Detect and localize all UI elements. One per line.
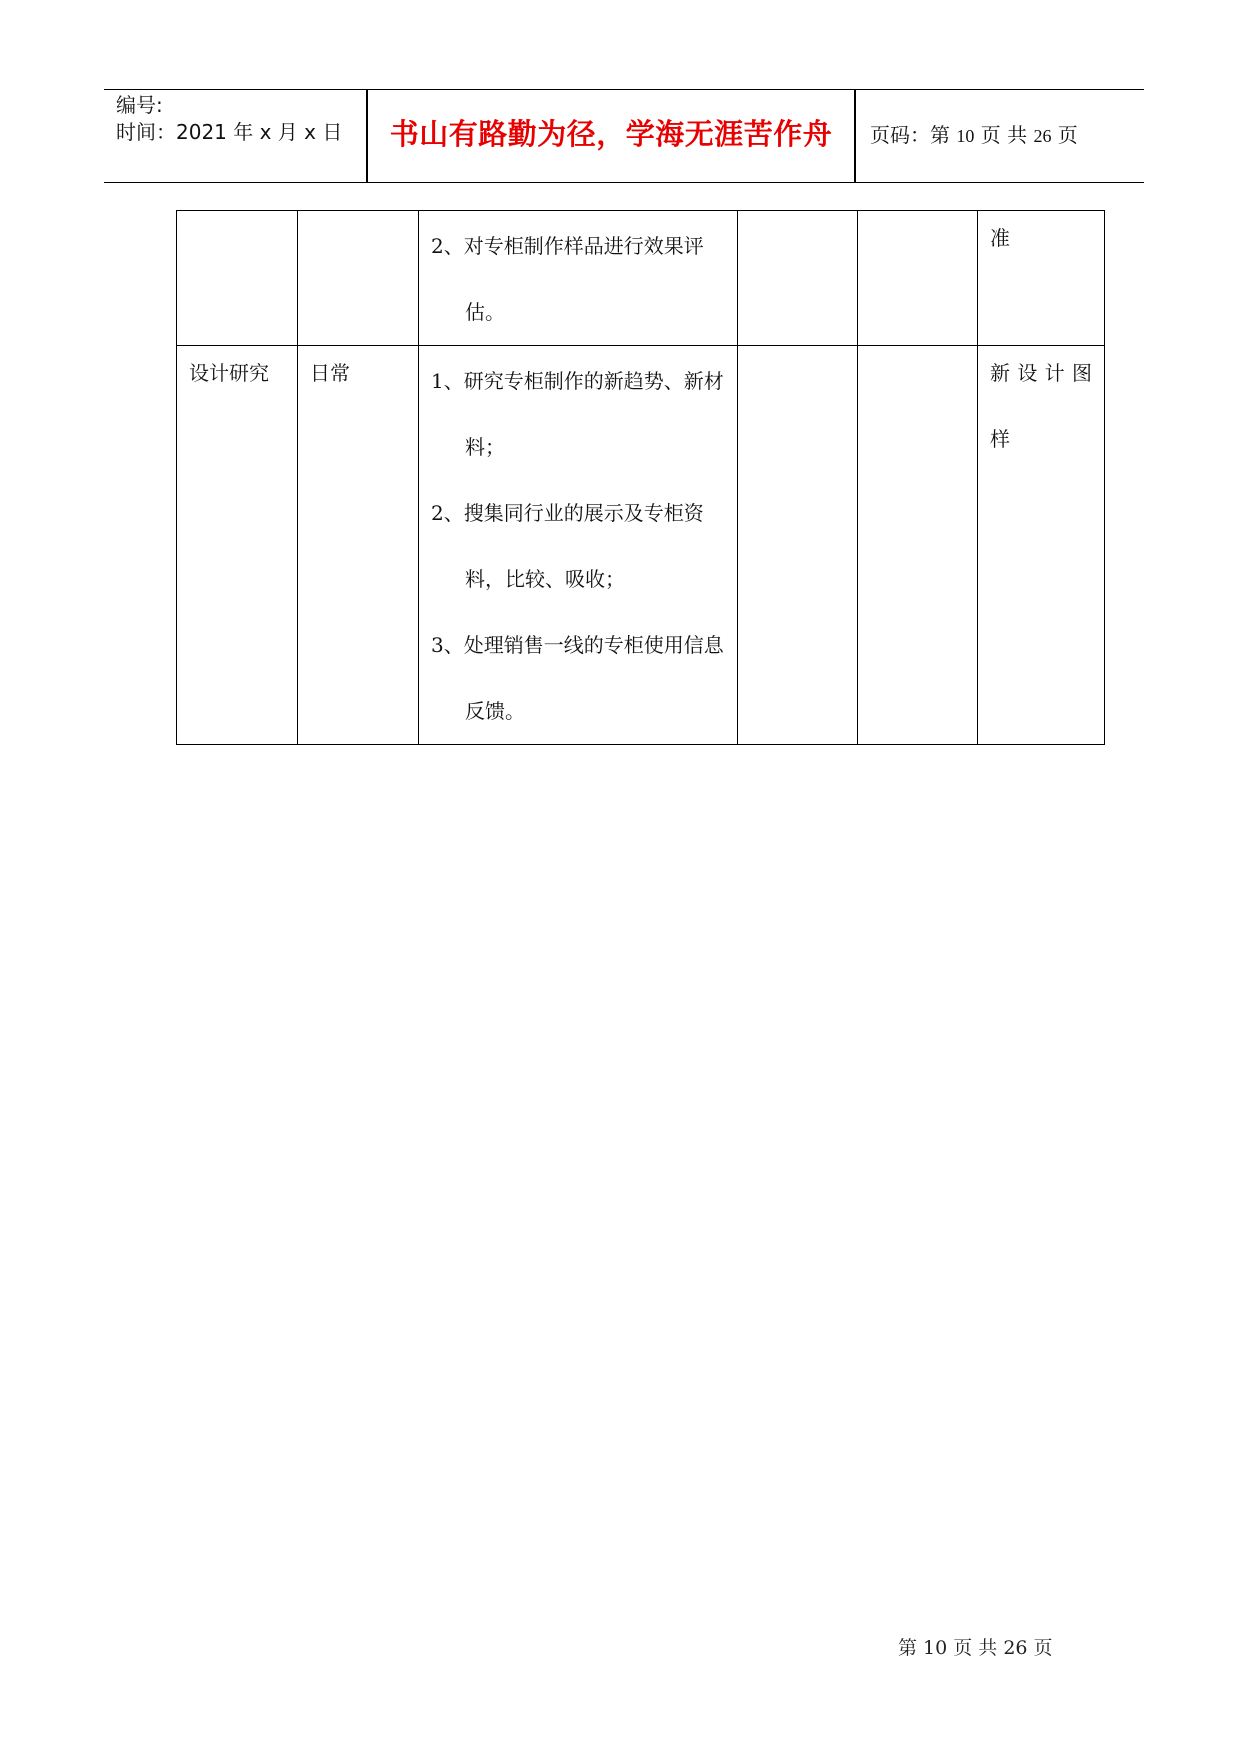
list-item: 3、处理销售一线的专柜使用信息反馈。	[431, 633, 724, 723]
header-motto: 书山有路勤为径，学海无涯苦作舟	[389, 117, 833, 151]
content-cell	[419, 211, 738, 346]
output-text: 新设计图	[990, 361, 1092, 385]
empty-cell	[858, 346, 978, 745]
empty-cell	[858, 211, 978, 346]
page-header	[104, 89, 1144, 183]
page-prefix: 页码：第	[870, 123, 957, 147]
output-text: 准	[990, 226, 1010, 250]
content-cell	[419, 346, 738, 745]
page-current: 10	[956, 126, 975, 146]
frequency-text: 日常	[310, 361, 350, 385]
task-cell	[177, 211, 298, 346]
table-row	[177, 346, 1105, 745]
empty-cell	[738, 211, 858, 346]
page-footer: 第 10 页 共 26 页	[898, 1637, 1053, 1659]
list-item: 2、对专柜制作样品进行效果评估。	[431, 234, 704, 324]
empty-cell	[738, 346, 858, 745]
list-item: 2、搜集同行业的展示及专柜资料，比较、吸收；	[431, 501, 704, 591]
header-divider	[854, 90, 856, 182]
table-row	[177, 211, 1105, 346]
list-item: 1、研究专柜制作的新趋势、新材料；	[431, 369, 724, 459]
header-page-number	[870, 122, 1078, 149]
duty-table	[176, 210, 1105, 745]
frequency-cell	[298, 211, 419, 346]
page-middle: 页 共	[974, 123, 1034, 147]
task-cell	[177, 346, 298, 745]
output-cell	[978, 346, 1105, 745]
doc-code-label: 编号:	[116, 93, 163, 117]
output-text-cont: 样	[990, 427, 1010, 451]
task-name: 设计研究	[189, 361, 269, 385]
frequency-cell	[298, 346, 419, 745]
page-suffix: 页	[1051, 123, 1078, 147]
page-total: 26	[1033, 126, 1052, 146]
doc-date: 时间：2021 年 x 月 x 日	[116, 120, 343, 144]
output-cell	[978, 211, 1105, 346]
